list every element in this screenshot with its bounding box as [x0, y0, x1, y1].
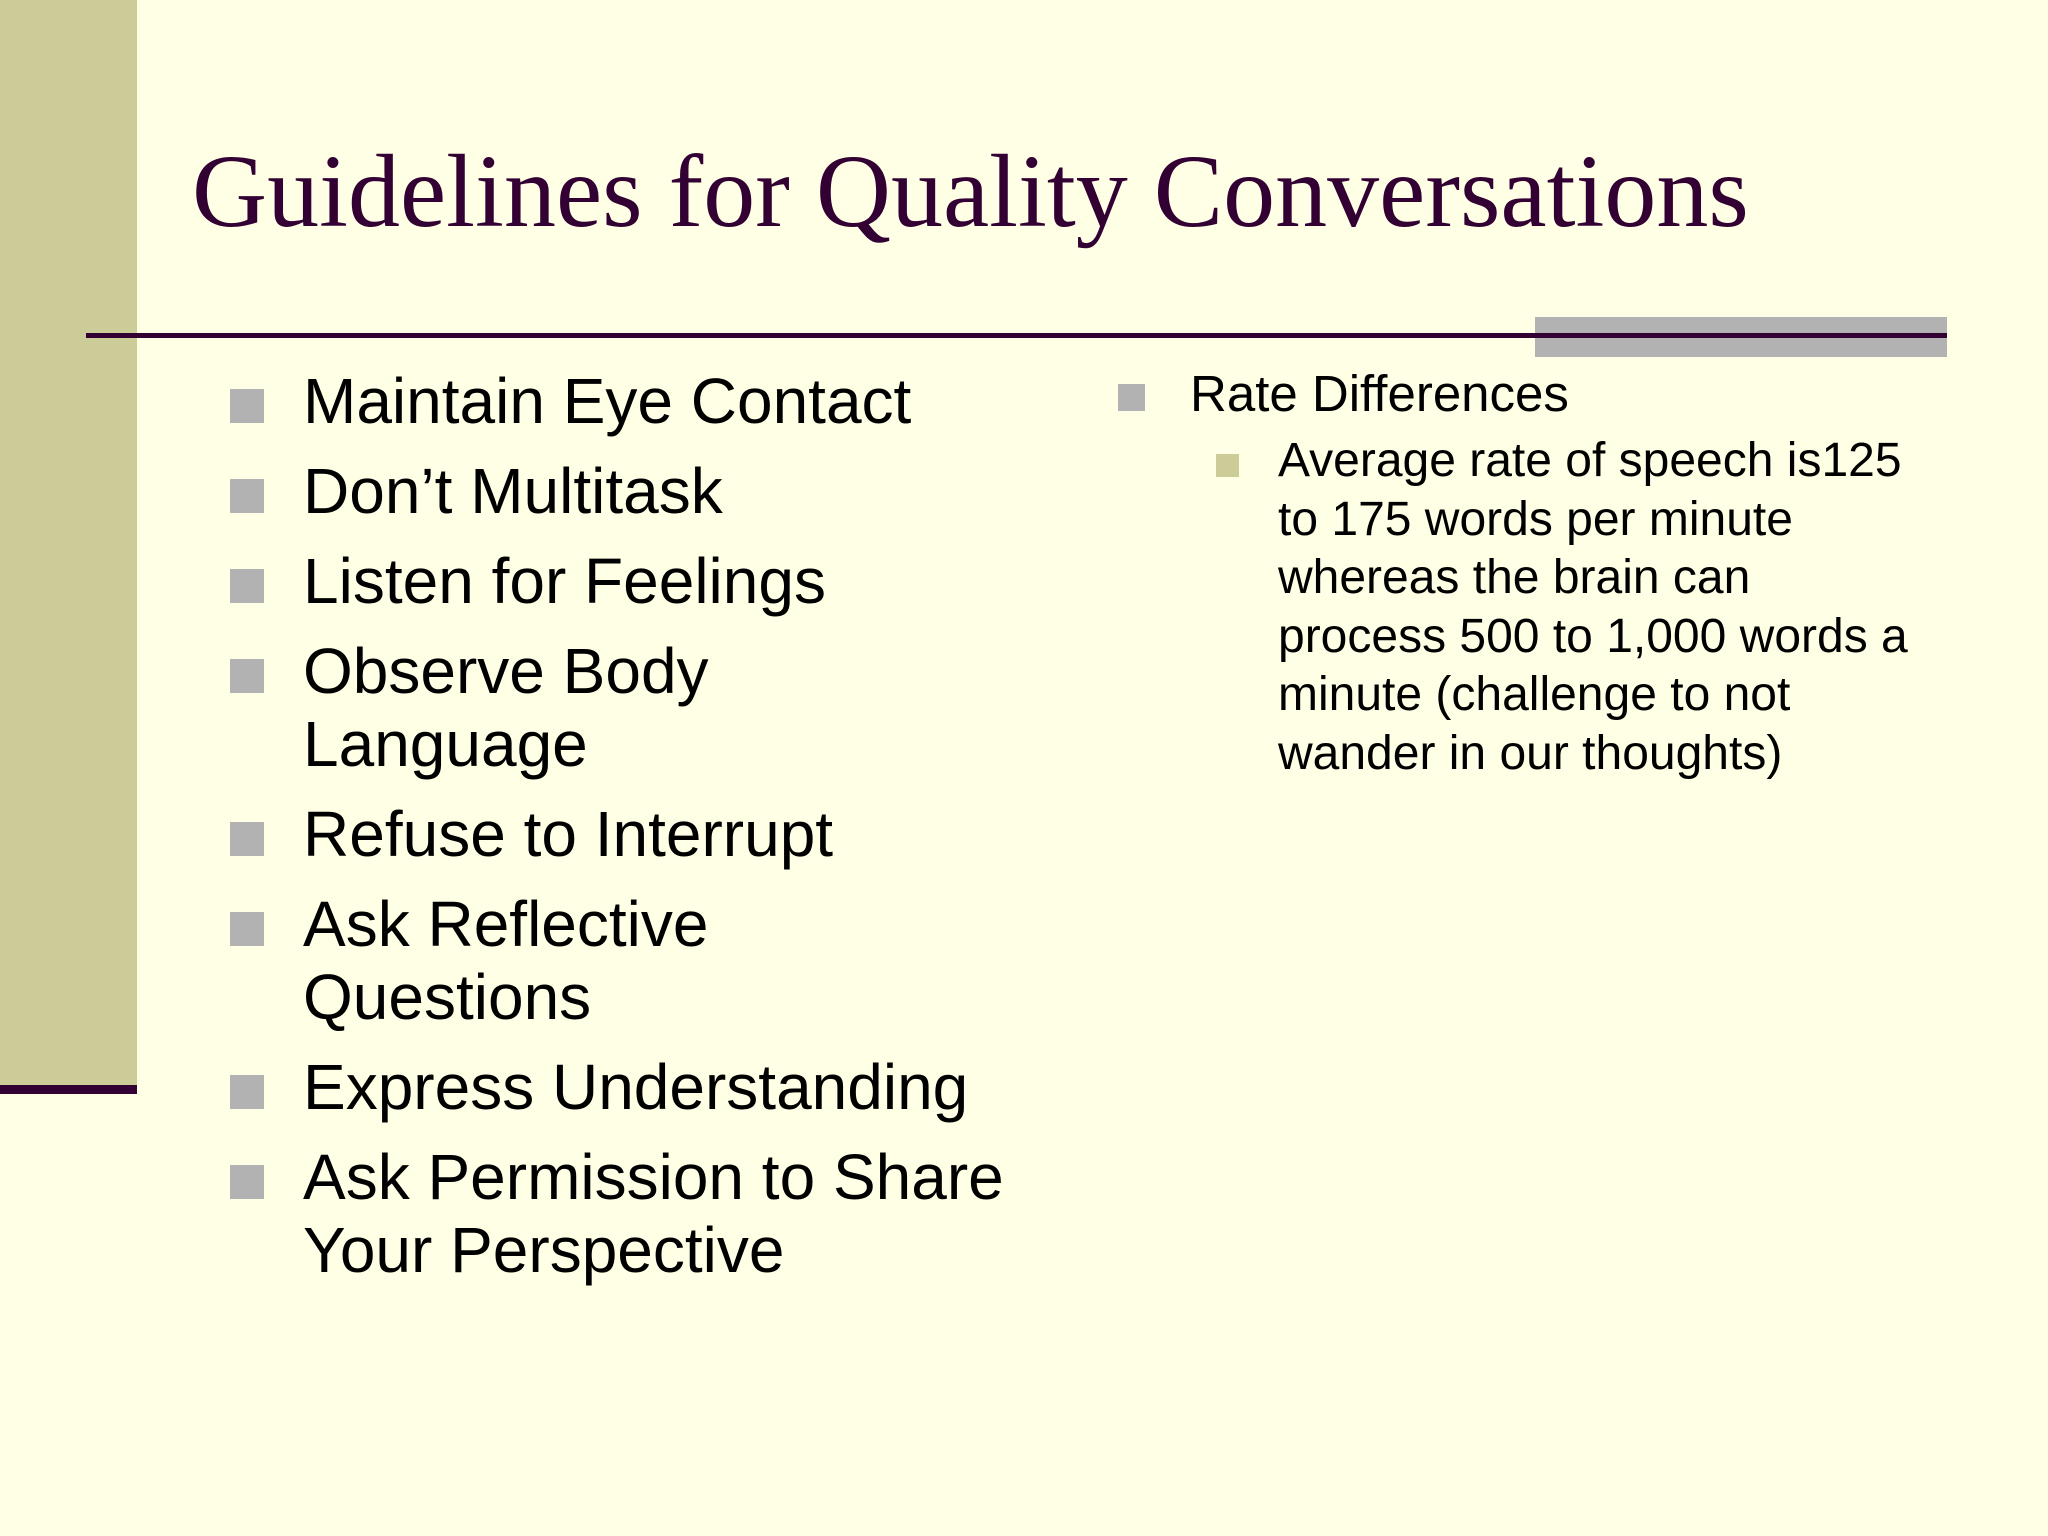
list-item-text: Ask Reflective Questions: [303, 888, 709, 1033]
slide-title: Guidelines for Quality Conversations: [192, 134, 1749, 249]
list-item: [230, 798, 1090, 871]
list-item-text: Observe Body Language: [303, 635, 709, 780]
list-item: [230, 888, 783, 1034]
list-item-text: Express Understanding: [303, 1051, 969, 1123]
sub-list: [1190, 432, 2018, 783]
list-item-text: Ask Permission to Share Your Perspective: [303, 1141, 1004, 1286]
square-bullet-icon: [230, 389, 264, 423]
list-item: [230, 365, 1090, 438]
sub-list-item: [1216, 432, 1908, 783]
square-bullet-icon: [230, 912, 264, 946]
square-bullet-icon: [230, 1165, 264, 1199]
list-item-text: Rate Differences: [1190, 365, 1569, 422]
left-accent-band: [0, 0, 137, 1085]
guidelines-list: [230, 365, 1090, 1304]
square-bullet-icon: [230, 569, 264, 603]
sub-list-item-text: Average rate of speech is125 to 175 words per minute whereas the brain can process 500 to 1,000 words a minute (challenge to not wander in our thoughts): [1278, 434, 1908, 780]
list-item: [230, 455, 1090, 528]
square-bullet-icon: [230, 479, 264, 513]
square-bullet-icon: [230, 822, 264, 856]
square-bullet-icon: [230, 659, 264, 693]
left-accent-rule: [0, 1085, 137, 1094]
square-bullet-icon: [1216, 454, 1239, 477]
rate-differences-list: [1118, 362, 2018, 783]
square-bullet-icon: [230, 1075, 264, 1109]
square-bullet-icon: [1118, 384, 1145, 411]
list-item-text: Listen for Feelings: [303, 545, 826, 617]
list-item-text: Maintain Eye Contact: [303, 365, 912, 437]
list-item-text: Refuse to Interrupt: [303, 798, 834, 870]
list-item-text: Don’t Multitask: [303, 455, 723, 527]
title-divider: [86, 333, 1947, 338]
list-item: [230, 545, 1090, 618]
list-item: [1118, 362, 2018, 783]
list-item: [230, 1141, 1023, 1287]
list-item: [230, 635, 783, 781]
list-item: [230, 1051, 1090, 1124]
